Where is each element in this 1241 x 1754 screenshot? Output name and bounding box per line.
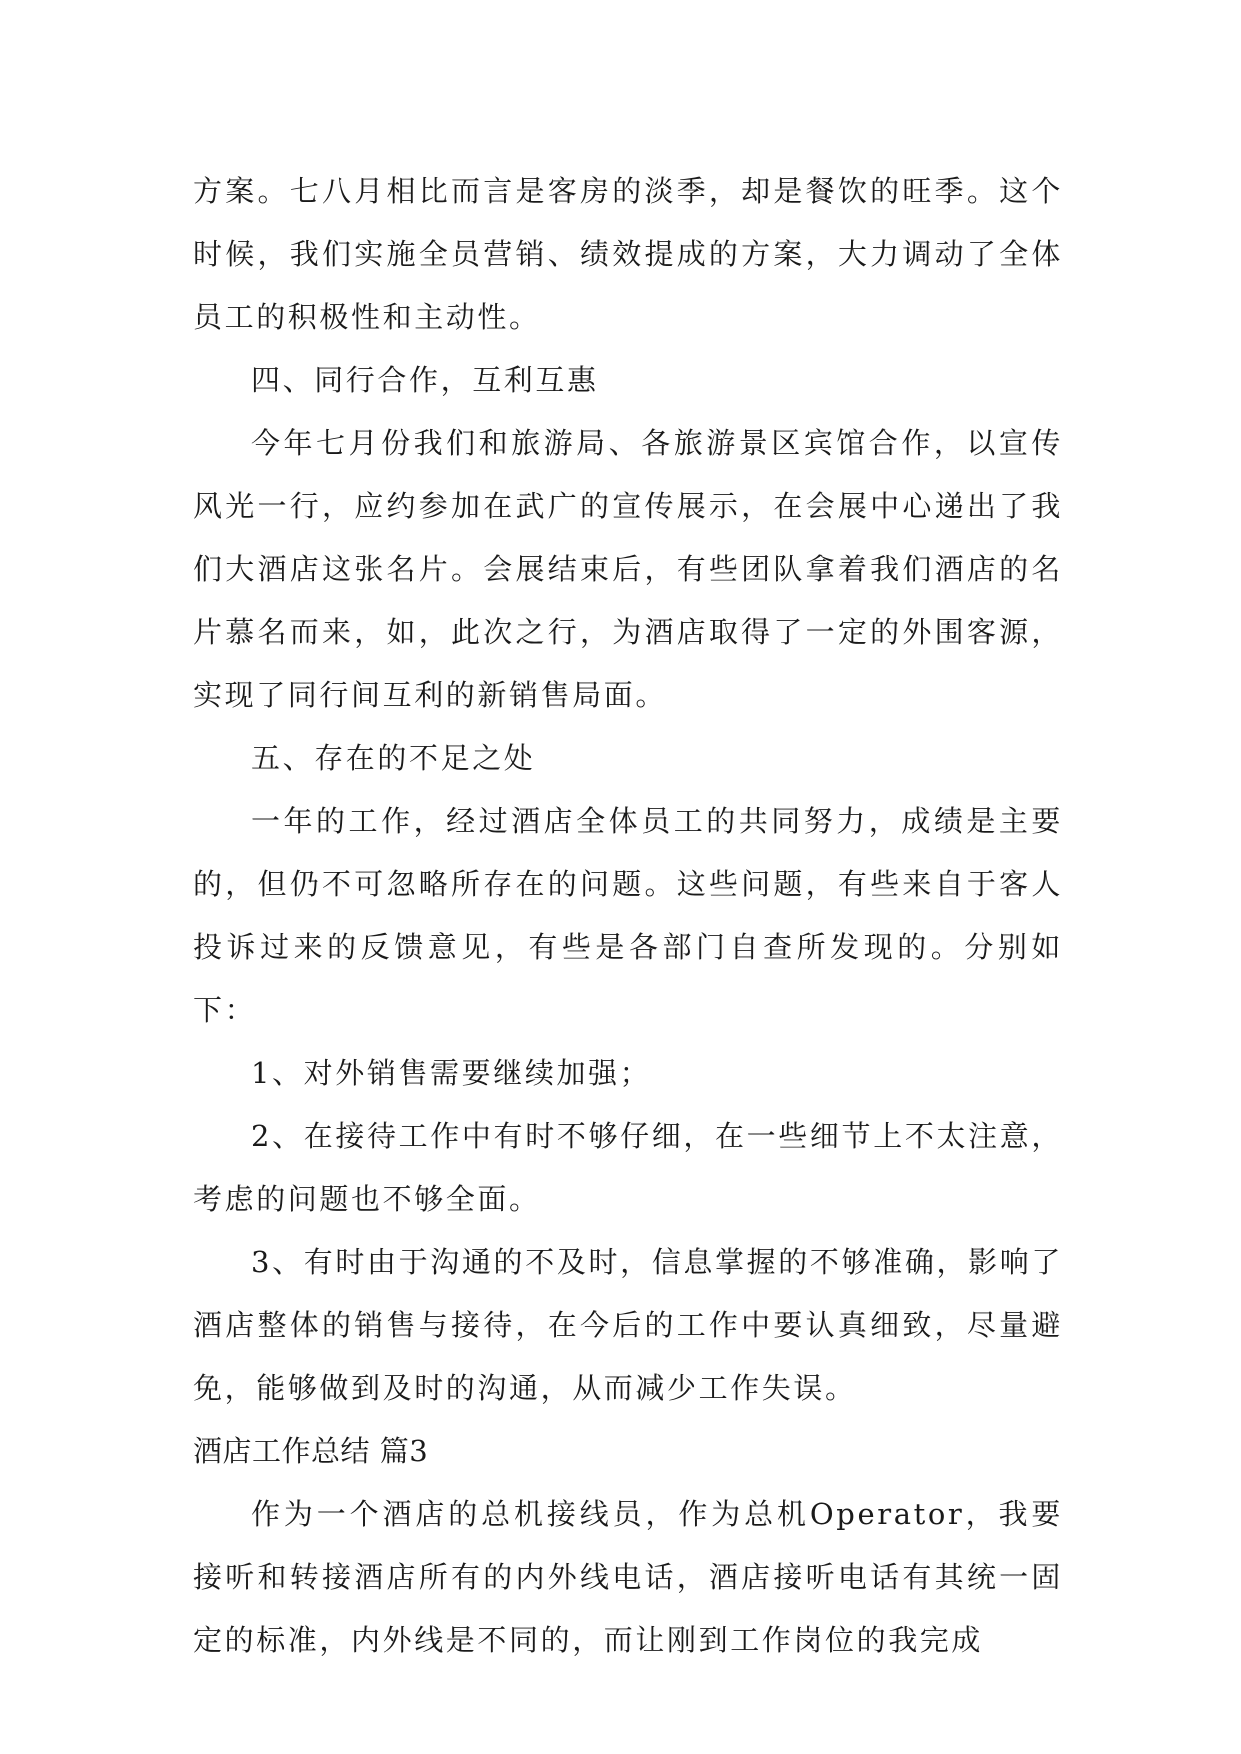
document-body	[193, 160, 1063, 1672]
paragraph-operator: 作为一个酒店的总机接线员，作为总机Operator，我要接听和转接酒店所有的内外线电话，酒店接听电话有其统一固定的标准，内外线是不同的，而让刚到工作岗位的我完成	[193, 1497, 1063, 1657]
paragraph-cooperation: 今年七月份我们和旅游局、各旅游景区宾馆合作，以宣传风光一行，应约参加在武广的宣传展示，在会展中心递出了我们大酒店这张名片。会展结束后，有些团队拿着我们酒店的名片慕名而来，如，此次之行，为酒店取得了一定的外围客源，实现了同行间互利的新销售局面。	[193, 426, 1063, 712]
list-item-2: 2、在接待工作中有时不够仔细，在一些细节上不太注意，考虑的问题也不够全面。	[193, 1119, 1063, 1216]
section-heading-5: 五、存在的不足之处	[251, 741, 536, 775]
list-item-3: 3、有时由于沟通的不及时，信息掌握的不够准确，影响了酒店整体的销售与接待，在今后的工作中要认真细致，尽量避免，能够做到及时的沟通，从而减少工作失误。	[193, 1245, 1063, 1405]
section-heading-4: 四、同行合作，互利互惠	[251, 363, 599, 397]
paragraph-continuation: 方案。七八月相比而言是客房的淡季，却是餐饮的旺季。这个时候，我们实施全员营销、绩效提成的方案，大力调动了全体员工的积极性和主动性。	[193, 174, 1063, 334]
list-item-1: 1、对外销售需要继续加强；	[251, 1056, 652, 1090]
paragraph-shortcomings: 一年的工作，经过酒店全体员工的共同努力，成绩是主要的，但仍不可忽略所存在的问题。这些问题，有些来自于客人投诉过来的反馈意见，有些是各部门自查所发现的。分别如下：	[193, 804, 1063, 1027]
article-title: 酒店工作总结 篇3	[193, 1434, 429, 1468]
